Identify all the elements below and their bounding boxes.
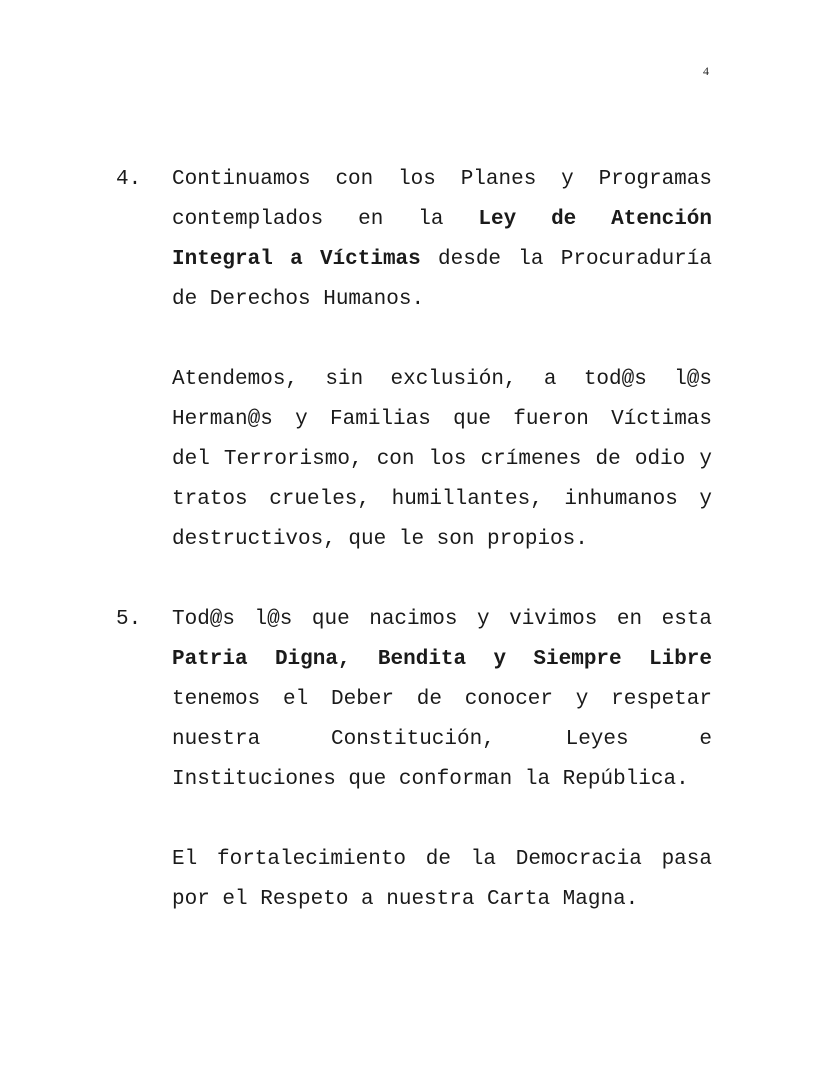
document-body bbox=[116, 160, 712, 920]
paragraph bbox=[172, 600, 712, 800]
paragraph bbox=[172, 160, 712, 320]
paragraph bbox=[172, 840, 712, 920]
text-segment: Tod@s l@s que nacimos y vivimos en esta bbox=[172, 608, 712, 631]
page-number: 4 bbox=[703, 64, 709, 78]
bold-text-segment: Ley de Atención Integral a Víctimas bbox=[172, 208, 712, 271]
paragraph bbox=[172, 360, 712, 560]
numbered-item-5 bbox=[116, 600, 712, 920]
text-segment: El fortalecimiento de la Democracia pasa por el Respeto a nuestra Carta Magna. bbox=[172, 848, 712, 911]
item-number: 5. bbox=[116, 608, 142, 631]
text-segment: desde la Procuraduría de Derechos Humanos. bbox=[172, 248, 712, 311]
text-segment: Continuamos con los Planes y Programas contemplados en la bbox=[172, 168, 712, 231]
bold-text-segment: Patria Digna, Bendita y Siempre Libre bbox=[172, 648, 712, 671]
numbered-item-4 bbox=[116, 160, 712, 560]
text-segment: Atendemos, sin exclusión, a tod@s l@s Herman@s y Familias que fueron Víctimas del Terrorismo, con los crímenes de odio y tratos crueles, humillantes, inhumanos y destructivos, que le son propios. bbox=[172, 368, 712, 551]
item-number: 4. bbox=[116, 168, 142, 191]
text-segment: tenemos el Deber de conocer y respetar nuestra Constitución, Leyes e Instituciones que conforman la República. bbox=[172, 688, 712, 791]
